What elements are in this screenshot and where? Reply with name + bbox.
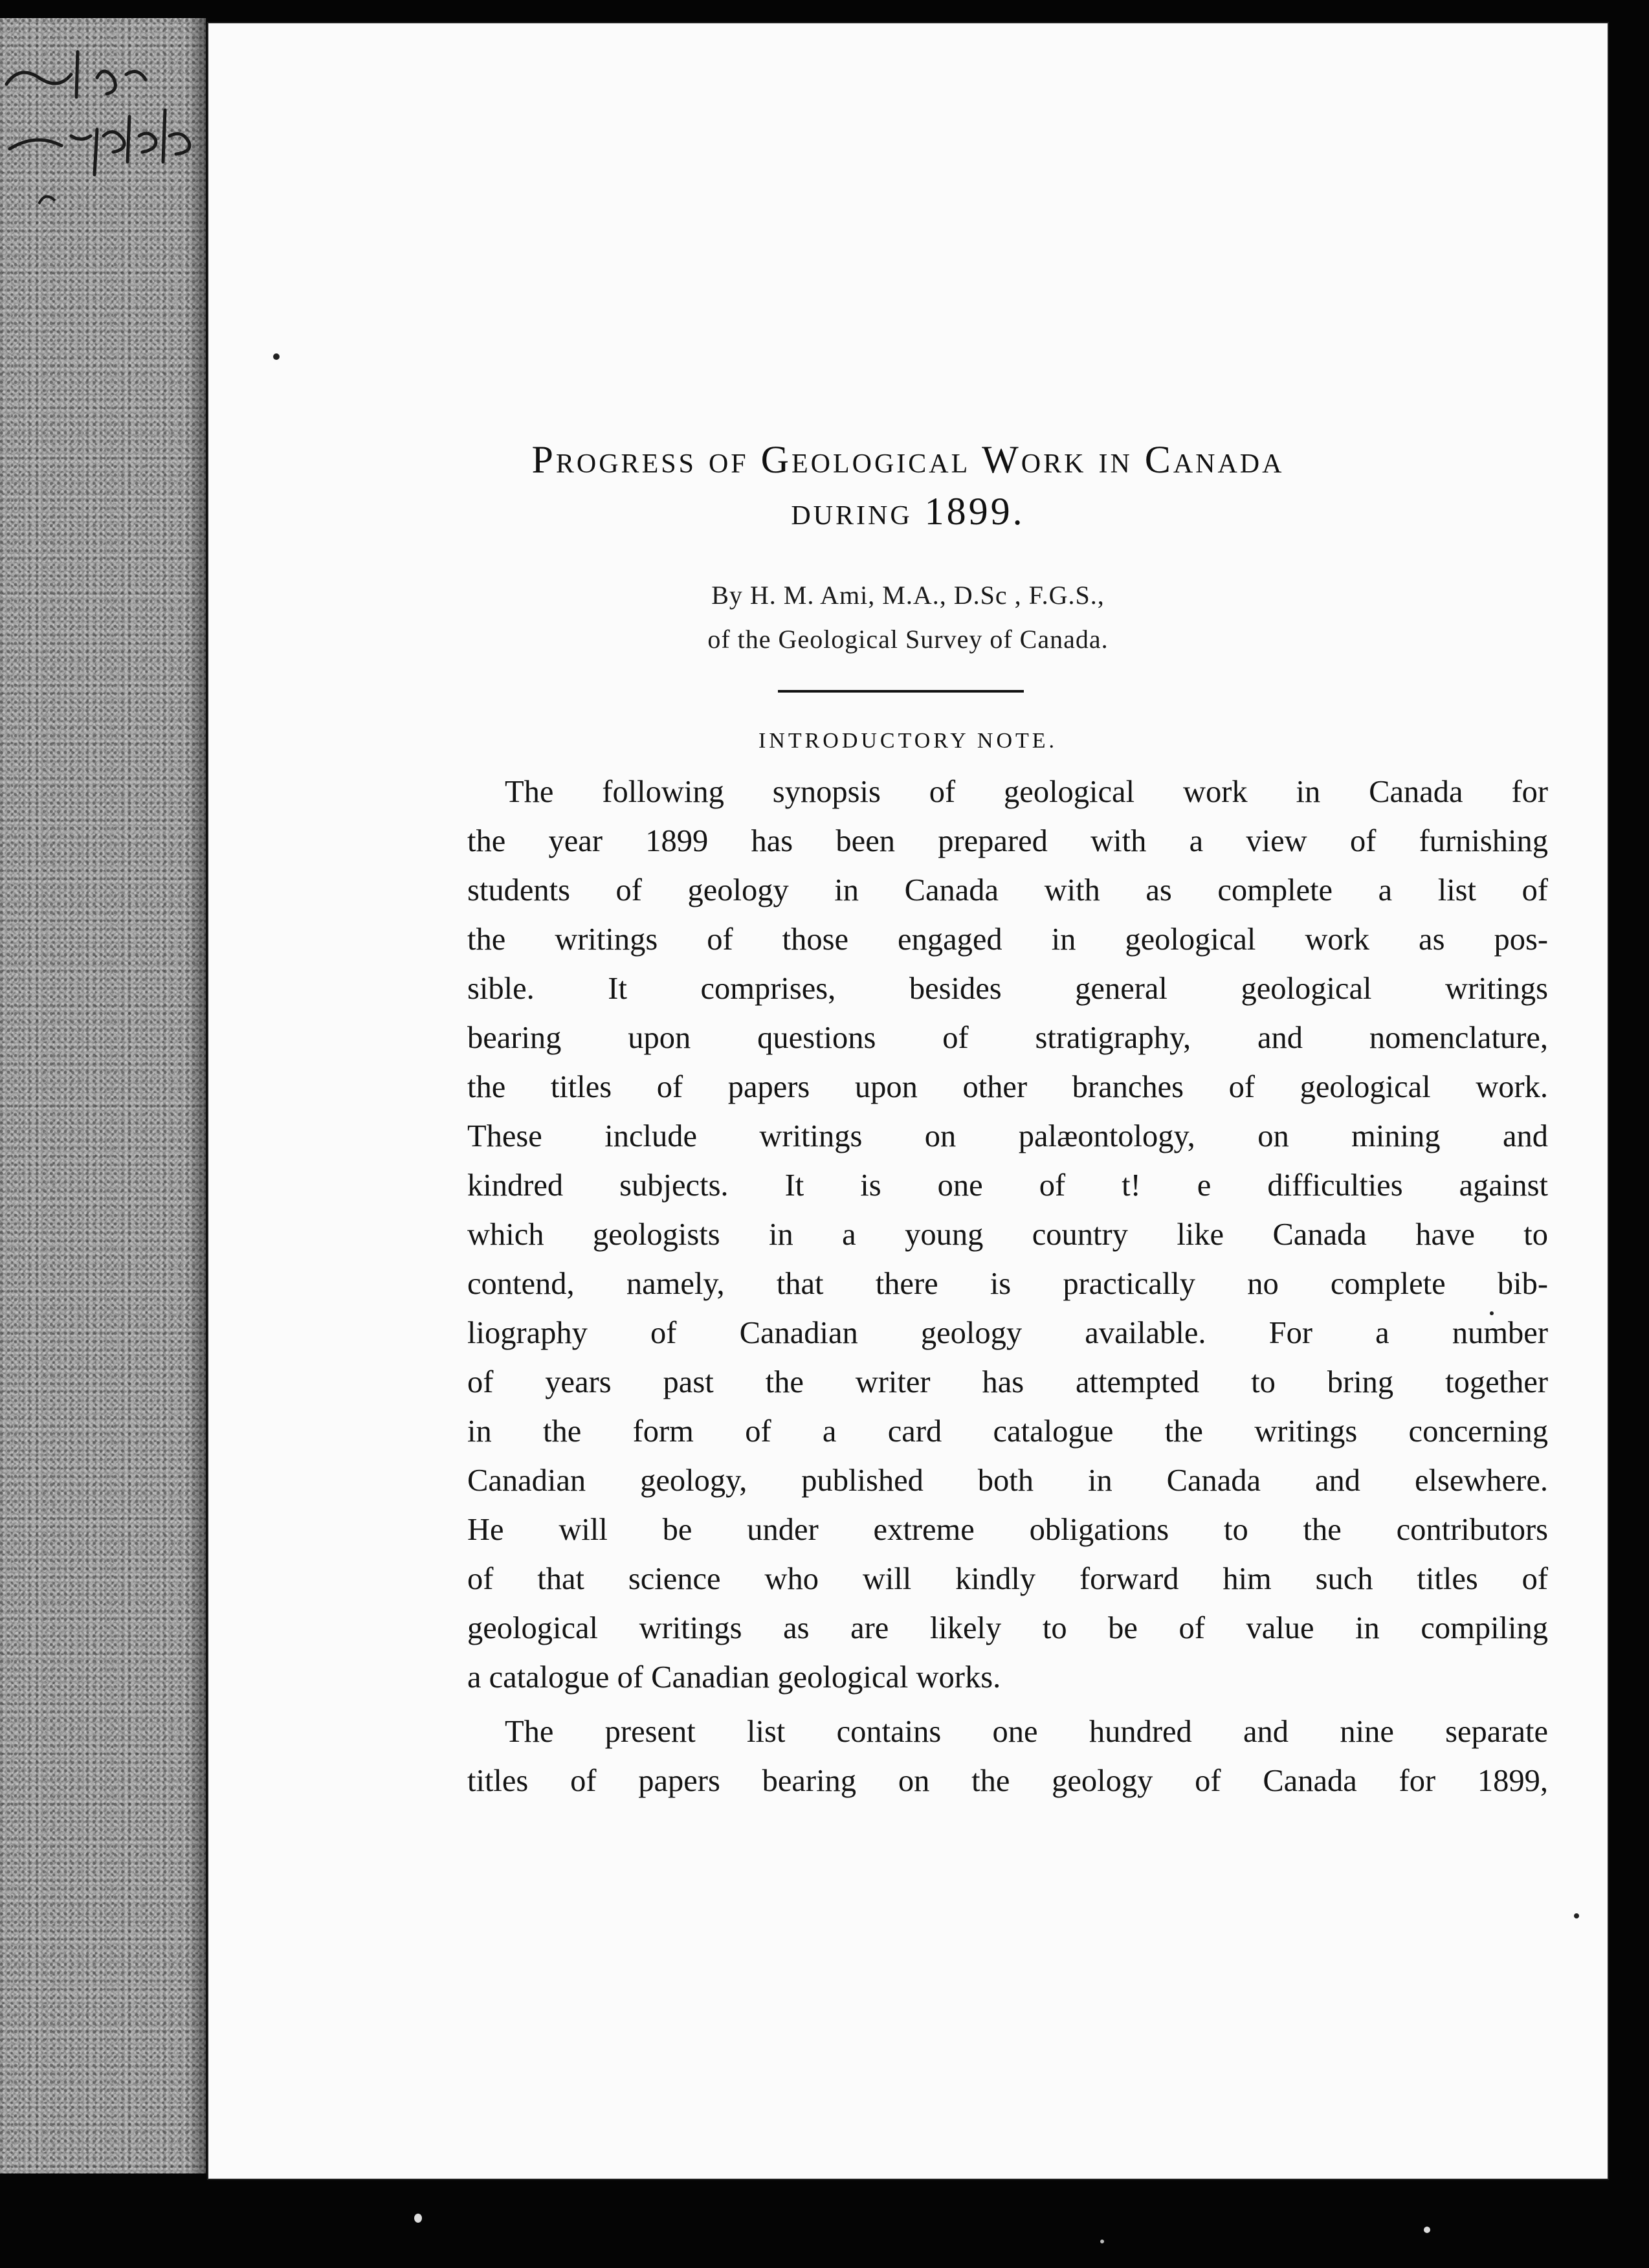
text-line: These include writings on palæontology, on mining and: [467, 1119, 1548, 1153]
text-line: in the form of a card catalogue the writings concerning: [467, 1414, 1548, 1449]
handwritten-margin-note: [0, 39, 207, 207]
text-line: kindred subjects. It is one of t! e difficulties against: [467, 1168, 1548, 1203]
text-line: bearing upon questions of stratigraphy, and nomenclature,: [467, 1021, 1548, 1055]
text-line: contend, namely, that there is practically no complete bib-: [467, 1267, 1548, 1301]
text-line: the writings of those engaged in geological work as pos-: [467, 922, 1548, 957]
document-title-line1: Progress of Geological Work in Canada: [531, 438, 1285, 481]
text-line: the year 1899 has been prepared with a view of furnishing: [467, 824, 1548, 858]
text-line: a catalogue of Canadian geological works.: [467, 1660, 1001, 1695]
section-heading: INTRODUCTORY NOTE.: [758, 729, 1058, 753]
text-line: The following synopsis of geological work in Canada for: [505, 775, 1548, 809]
text-line: titles of papers bearing on the geology of Canada for 1899,: [467, 1764, 1548, 1798]
paragraph-gap: [467, 1702, 1548, 1707]
scan-speck: [1490, 1311, 1494, 1315]
scan-speck: [1100, 2240, 1104, 2243]
backing-board: [0, 18, 206, 2174]
backing-board-edge: [188, 18, 207, 2174]
text-line: He will be under extreme obligations to the contributors: [467, 1513, 1548, 1547]
scan-speck: [273, 353, 280, 360]
text-line: which geologists in a young country like Canada have to: [467, 1217, 1548, 1252]
scan-speck: [1574, 1913, 1579, 1918]
affiliation-line: of the Geological Survey of Canada.: [707, 625, 1109, 654]
text-line: The present list contains one hundred and nine separate: [505, 1715, 1548, 1749]
document-page: [208, 23, 1608, 2179]
body-text: [467, 768, 1548, 1806]
text-line: of that science who will kindly forward him such titles of: [467, 1562, 1548, 1596]
text-line: the titles of papers upon other branches of geological work.: [467, 1070, 1548, 1104]
text-line: sible. It comprises, besides general geological writings: [467, 972, 1548, 1006]
scan-speck: [414, 2214, 422, 2223]
scan-speck: [1424, 2227, 1430, 2233]
text-line: liography of Canadian geology available. For a number: [467, 1316, 1548, 1350]
document-title-line2: during 1899.: [791, 490, 1025, 533]
title-divider: [778, 690, 1024, 693]
text-line: geological writings as are likely to be of value in compiling: [467, 1611, 1548, 1645]
text-line: Canadian geology, published both in Canada and elsewhere.: [467, 1463, 1548, 1498]
author-line: By H. M. Ami, M.A., D.Sc , F.G.S.,: [711, 581, 1105, 610]
text-line: of years past the writer has attempted to bring together: [467, 1365, 1548, 1399]
text-line: students of geology in Canada with as complete a list of: [467, 873, 1548, 907]
